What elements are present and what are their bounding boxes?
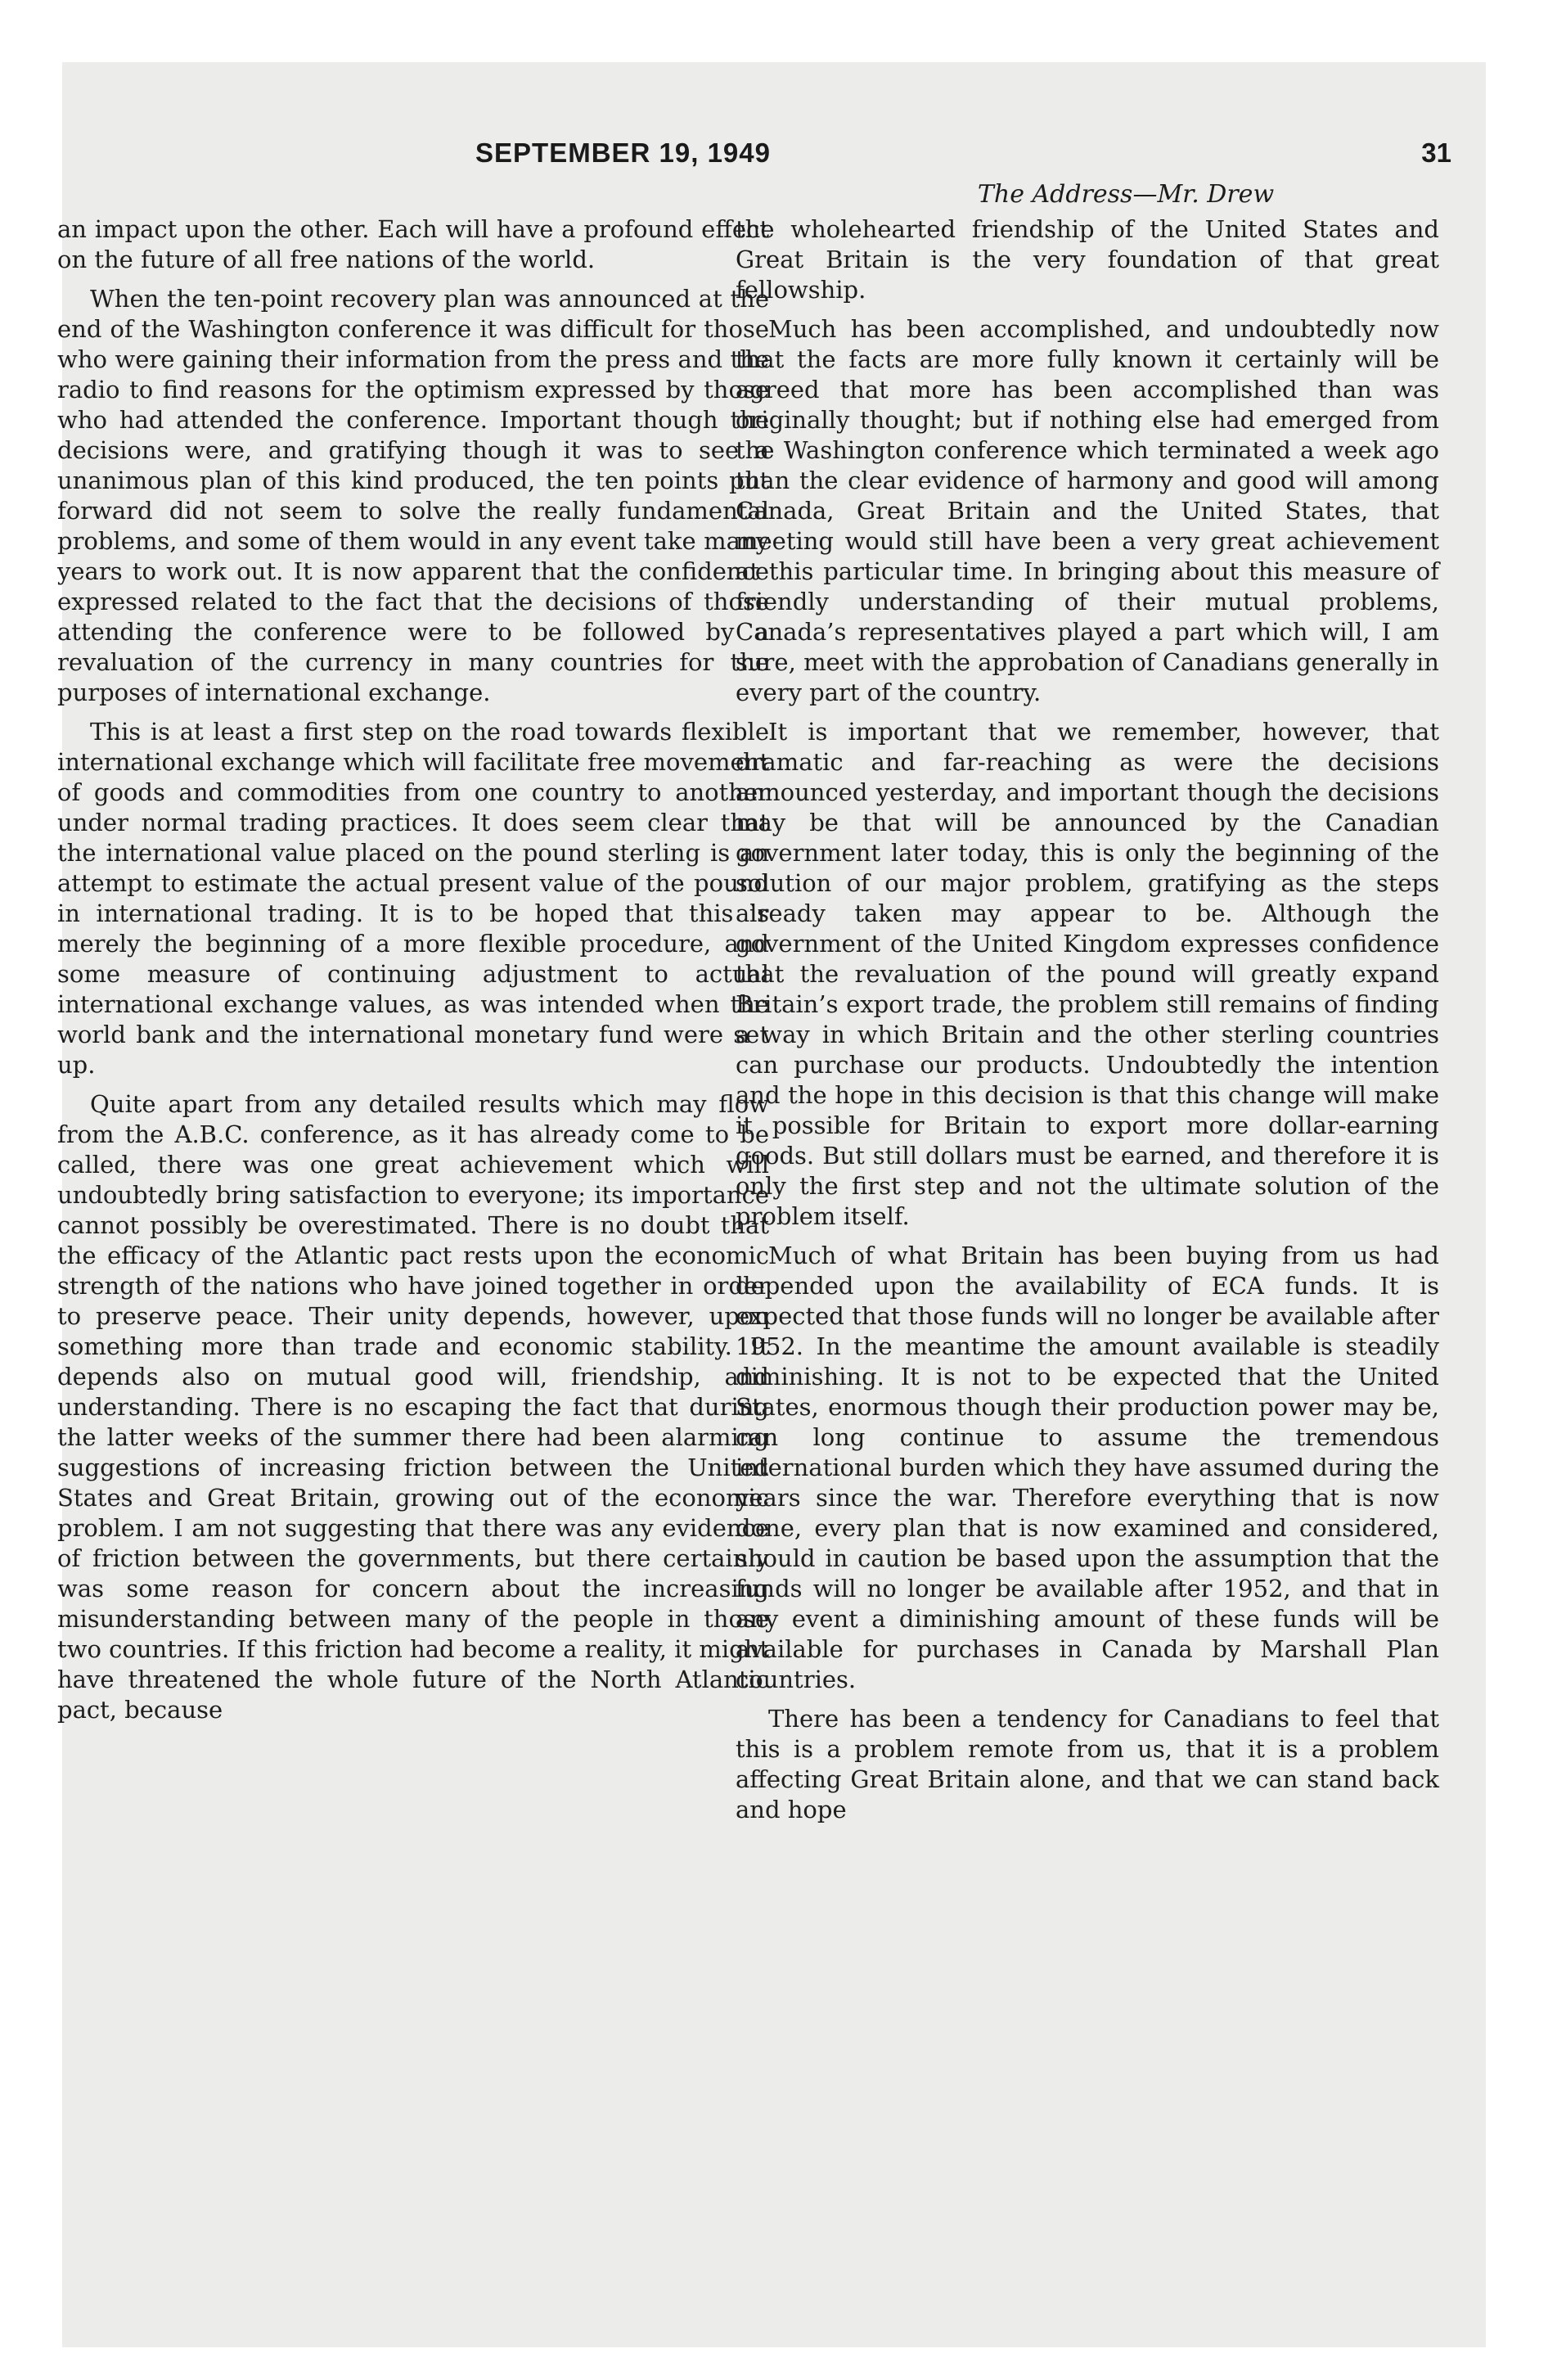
- paragraph: an impact upon the other. Each will have a profound effect on the future of all free nations of the world.: [57, 215, 769, 273]
- page-header: [62, 137, 1486, 178]
- paragraph: Much has been accomplished, and undoubtedly now that the facts are more fully known it certainly will be agreed that more has been accomplished than was originally thought; but if nothing else had emerged from the Washington conference which terminated a week ago than the clear evidence of harmony and good will among Canada, Great Britain and the United States, that meeting would still have been a very great achievement at this particular time. In bringing about this measure of friendly understanding of their mutual problems, Canada’s representatives played a part which will, I am sure, meet with the approbation of Canadians generally in every part of the country.: [736, 315, 1439, 706]
- paragraph: the wholehearted friendship of the United States and Great Britain is the very foundation of that great fellowship.: [736, 215, 1439, 304]
- paragraph: When the ten-point recovery plan was announced at the end of the Washington conference it was difficult for those who were gaining their information from the press and the radio to find reasons for the optimism expressed by those who had attended the conference. Important though the decisions were, and gratifying though it was to see a unanimous plan of this kind produced, the ten points put forward did not seem to solve the really fundamental problems, and some of them would in any event take many years to work out. It is now apparent that the confidence expressed related to the fact that the decisions of those attending the conference were to be followed by a revaluation of the currency in many countries for the purposes of international exchange.: [57, 285, 769, 706]
- paragraph: Much of what Britain has been buying from us had depended upon the availability of ECA funds. It is expected that those funds will no longer be available after 1952. In the meantime the amount available is steadily diminishing. It is not to be expected that the United States, enormous though their production power may be, can long continue to assume the tremendous international burden which they have assumed during the years since the war. Therefore everything that is now done, every plan that is now examined and considered, should in caution be based upon the assumption that the funds will no longer be available after 1952, and that in any event a diminishing amount of these funds will be available for purchases in Canada by Marshall Plan countries.: [736, 1242, 1439, 1693]
- page-date: SEPTEMBER 19, 1949: [475, 137, 771, 168]
- paragraph: Quite apart from any detailed results which may flow from the A.B.C. conference, as it has already come to be called, there was one great achievement which will undoubtedly bring satisfaction to everyone; its importance cannot possibly be overestimated. There is no doubt that the efficacy of the Atlantic pact rests upon the economic strength of the nations who have joined together in order to preserve peace. Their unity depends, however, upon something more than trade and economic stability. It depends also on mutual good will, friendship, and understanding. There is no escaping the fact that during the latter weeks of the summer there had been alarming suggestions of increasing friction between the United States and Great Britain, growing out of the economic problem. I am not suggesting that there was any evidence of friction between the governments, but there certainly was some reason for concern about the increasing misunderstanding between many of the people in those two countries. If this friction had become a reality, it might have threatened the whole future of the North Atlantic pact, because: [57, 1090, 769, 1724]
- right-column: [736, 214, 1439, 1834]
- paragraph: It is important that we remember, however, that dramatic and far-reaching as were the decisions announced yesterday, and important though the decisions may be that will be announced by the Canadian government later today, this is only the beginning of the solution of our major problem, gratifying as the steps already taken may appear to be. Although the government of the United Kingdom expresses confidence that the revaluation of the pound will greatly expand Britain’s export trade, the problem still remains of finding a way in which Britain and the other sterling countries can purchase our products. Undoubtedly the intention and the hope in this decision is that this change will make it possible for Britain to export more dollar-earning goods. But still dollars must be earned, and therefore it is only the first step and not the ultimate solution of the problem itself.: [736, 718, 1439, 1230]
- paragraph: There has been a tendency for Canadians to feel that this is a problem remote from us, that it is a problem affecting Great Britain alone, and that we can stand back and hope: [736, 1705, 1439, 1823]
- left-column: [57, 214, 769, 1734]
- scanned-page: [57, 62, 1486, 2347]
- page-number: 31: [1421, 137, 1451, 168]
- paragraph: This is at least a first step on the road towards flexible international exchange which will facilitate free movement of goods and commodities from one country to another under normal trading practices. It does seem clear that the international value placed on the pound sterling is an attempt to estimate the actual present value of the pound in international trading. It is to be hoped that this is merely the beginning of a more flexible procedure, and some measure of continuing adjustment to actual international exchange values, as was intended when the world bank and the international monetary fund were set up.: [57, 718, 769, 1079]
- running-head: The Address—Mr. Drew: [977, 180, 1275, 209]
